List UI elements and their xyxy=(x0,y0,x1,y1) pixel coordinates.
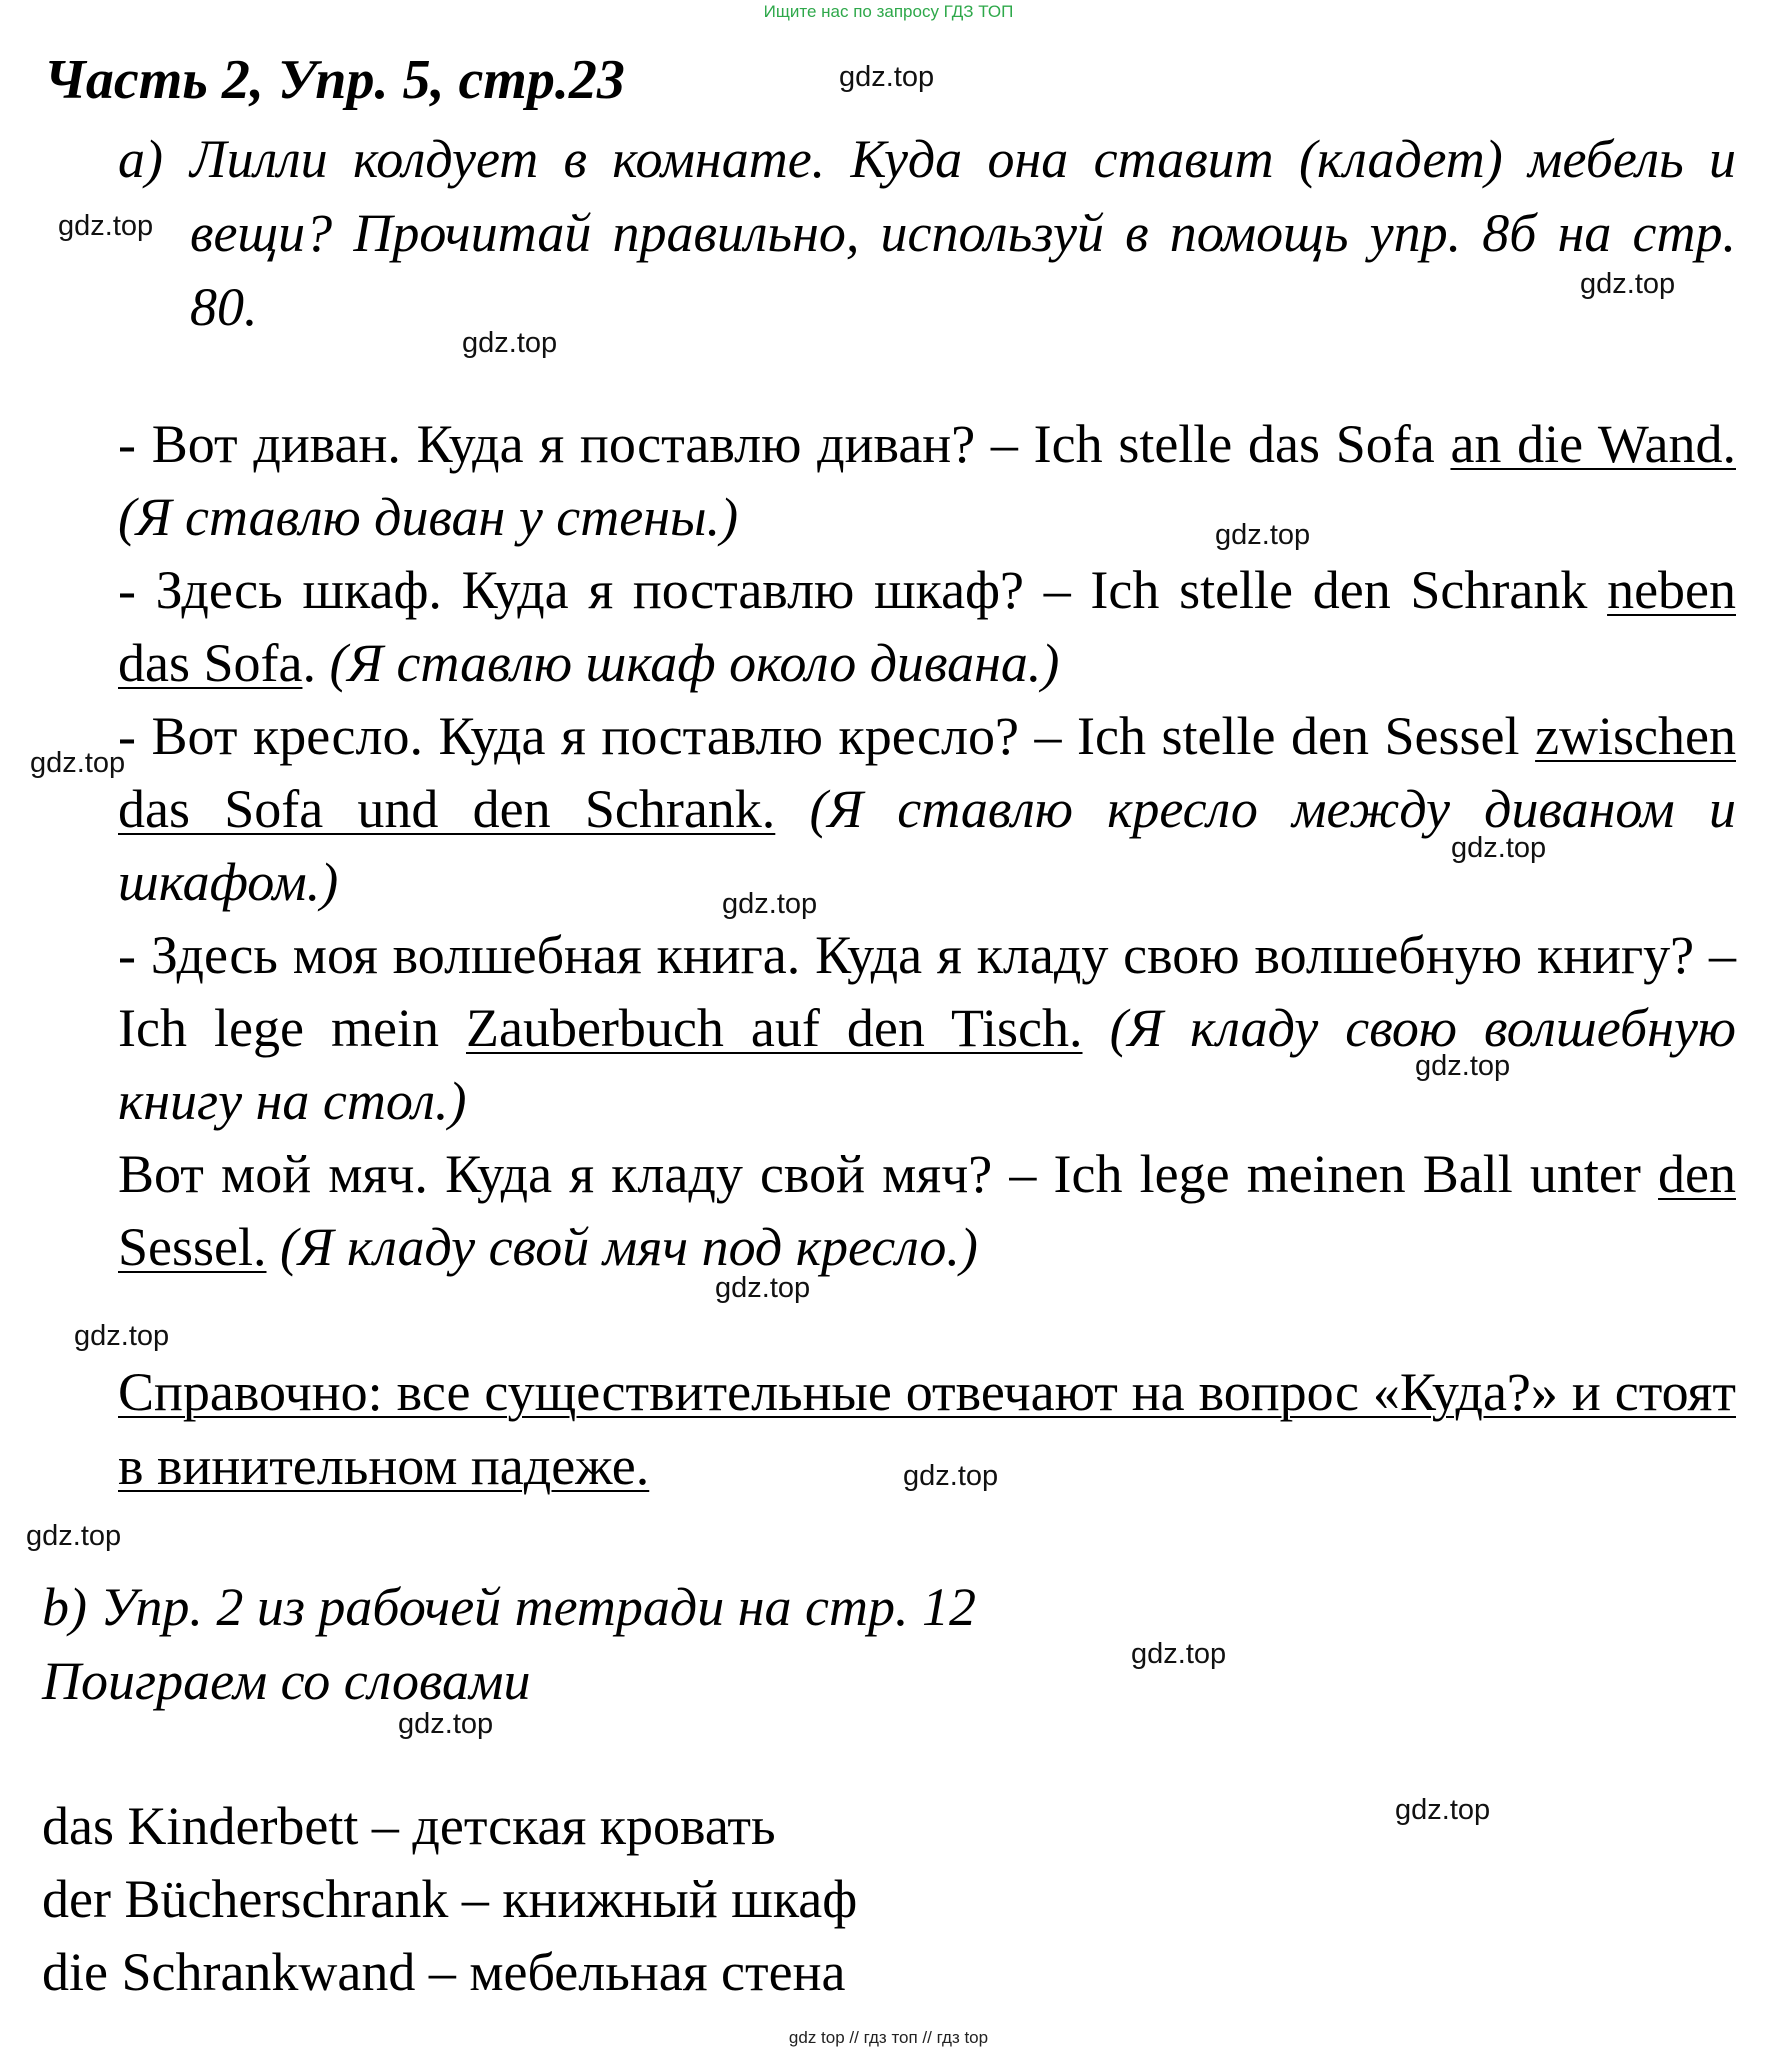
watermark: gdz.top xyxy=(722,888,818,920)
watermark: gdz.top xyxy=(903,1460,999,1492)
answer-mid xyxy=(1083,998,1110,1058)
vocab-item: der Bücherschrank – книжный шкаф xyxy=(42,1869,858,1929)
watermark: gdz.top xyxy=(1580,268,1676,300)
watermark: gdz.top xyxy=(30,747,126,779)
watermark: gdz.top xyxy=(1451,832,1547,864)
vocab-item: die Schrankwand – мебельная стена xyxy=(42,1942,846,2002)
answer-line xyxy=(118,700,1736,919)
answer-lead: - Здесь моя волшебная книга. Куда я кладу свою волшебную книгу? – Ich lege mein xyxy=(118,925,1736,1058)
answer-mid xyxy=(775,779,809,839)
watermark: gdz.top xyxy=(74,1320,170,1352)
answer-underlined: neben das Sofa xyxy=(118,560,1736,693)
watermark: gdz.top xyxy=(58,210,154,242)
answer-mid: . xyxy=(302,633,330,693)
task-a xyxy=(118,122,1736,344)
page-title: Часть 2, Упр. 5, стр.23 xyxy=(44,49,625,111)
task-b xyxy=(42,1570,976,1718)
vocab-list xyxy=(42,1790,857,2009)
watermark: gdz.top xyxy=(1395,1794,1491,1826)
answer-lead: Вот мой мяч. Куда я кладу свой мяч? – Ich lege meinen Ball unter xyxy=(118,1144,1659,1204)
footer-banner: gdz top // гдз топ // гдз top xyxy=(788,2028,989,2047)
task-a-text: Лилли колдует в комнате. Куда она ставит (кладет) мебель и вещи? Прочитай правильно, используй в помощь упр. 8б на стр. 80. xyxy=(190,129,1736,337)
watermark: gdz.top xyxy=(1215,519,1311,551)
task-b-title: b) Упр. 2 из рабочей тетради на стр. 12 xyxy=(42,1577,976,1637)
answer-line xyxy=(118,919,1736,1138)
answer-line xyxy=(118,408,1736,554)
answer-lead: - Здесь шкаф. Куда я поставлю шкаф? – Ich stelle den Schrank xyxy=(118,560,1608,620)
reference-note: Справочно: все существительные отвечают на вопрос «Куда?» и стоят в винительном падеже. xyxy=(118,1362,1736,1496)
task-b-subtitle: Поиграем со словами xyxy=(42,1651,531,1711)
answer-translation: (Я ставлю диван у стены.) xyxy=(118,487,739,547)
watermark: gdz.top xyxy=(715,1272,811,1304)
answer-underlined: den Sessel. xyxy=(118,1144,1736,1277)
answer-translation: (Я кладу свой мяч под кресло.) xyxy=(280,1217,978,1277)
answer-line xyxy=(118,554,1736,700)
watermark: gdz.top xyxy=(398,1708,494,1740)
watermark: gdz.top xyxy=(839,61,935,93)
watermark: gdz.top xyxy=(462,327,558,359)
answer-underlined: Zauberbuch auf den Tisch. xyxy=(466,998,1083,1058)
answer-line xyxy=(118,1138,1736,1284)
watermark: gdz.top xyxy=(1131,1638,1227,1670)
answer-underlined: zwischen das Sofa und den Schrank. xyxy=(118,706,1736,839)
answer-mid xyxy=(267,1217,281,1277)
answer-underlined: an die Wand. xyxy=(1450,414,1736,474)
answer-translation: (Я ставлю кресло между диваном и шкафом.) xyxy=(118,779,1736,912)
answer-translation: (Я ставлю шкаф около дивана.) xyxy=(329,633,1060,693)
answer-translation: (Я кладу свою волшебную книгу на стол.) xyxy=(118,998,1736,1131)
top-banner: Ищите нас по запросу ГДЗ ТОП xyxy=(763,2,1014,21)
vocab-item: das Kinderbett – детская кровать xyxy=(42,1796,776,1856)
task-a-letter: а) xyxy=(118,129,163,189)
answer-lead: - Вот кресло. Куда я поставлю кресло? – Ich stelle den Sessel xyxy=(118,706,1536,766)
answer-lead: - Вот диван. Куда я поставлю диван? – Ich stelle das Sofa xyxy=(118,414,1451,474)
watermark: gdz.top xyxy=(1415,1050,1511,1082)
watermark: gdz.top xyxy=(26,1520,122,1552)
